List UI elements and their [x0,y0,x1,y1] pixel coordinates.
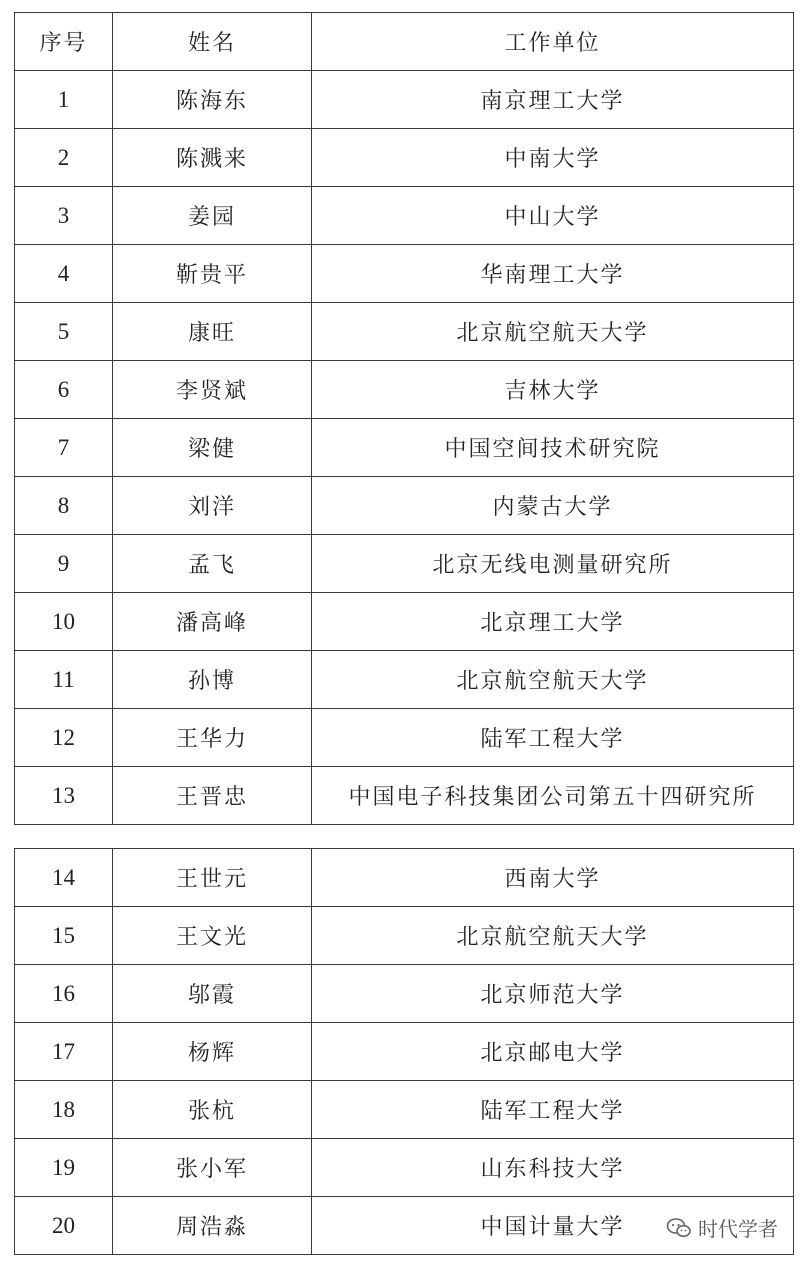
table-row [15,477,794,535]
cell-affiliation: 北京邮电大学 [312,1023,794,1081]
cell-name: 王晋忠 [113,767,312,825]
cell-index: 18 [15,1081,113,1139]
cell-index: 1 [15,71,113,129]
cell-affiliation: 内蒙古大学 [312,477,794,535]
cell-affiliation: 中国电子科技集团公司第五十四研究所 [312,767,794,825]
cell-affiliation: 陆军工程大学 [312,709,794,767]
cell-index: 2 [15,129,113,187]
cell-name: 陈溅来 [113,129,312,187]
cell-index: 16 [15,965,113,1023]
cell-index: 13 [15,767,113,825]
cell-index: 15 [15,907,113,965]
cell-name: 邬霞 [113,965,312,1023]
cell-index: 14 [15,849,113,907]
cell-name: 张杭 [113,1081,312,1139]
cell-index: 9 [15,535,113,593]
cell-name: 潘高峰 [113,593,312,651]
cell-name: 孙博 [113,651,312,709]
cell-name: 刘洋 [113,477,312,535]
cell-affiliation: 山东科技大学 [312,1139,794,1197]
table-row [15,767,794,825]
table-row [15,907,794,965]
cell-index: 5 [15,303,113,361]
roster-table-top [14,12,794,825]
cell-affiliation: 中山大学 [312,187,794,245]
table-row [15,849,794,907]
cell-name: 王世元 [113,849,312,907]
cell-affiliation: 北京航空航天大学 [312,651,794,709]
cell-index: 11 [15,651,113,709]
cell-affiliation: 北京无线电测量研究所 [312,535,794,593]
cell-affiliation: 北京航空航天大学 [312,907,794,965]
header-index: 序号 [15,13,113,71]
cell-name: 姜园 [113,187,312,245]
cell-index: 10 [15,593,113,651]
table-row [15,593,794,651]
watermark-text: 时代学者 [698,1217,778,1241]
cell-affiliation: 北京航空航天大学 [312,303,794,361]
table-row [15,129,794,187]
cell-affiliation: 中南大学 [312,129,794,187]
cell-name: 康旺 [113,303,312,361]
cell-name: 陈海东 [113,71,312,129]
cell-index: 12 [15,709,113,767]
cell-affiliation: 西南大学 [312,849,794,907]
cell-index: 19 [15,1139,113,1197]
cell-name: 李贤斌 [113,361,312,419]
table-row [15,419,794,477]
wechat-icon [666,1217,692,1239]
cell-name: 王华力 [113,709,312,767]
watermark [666,1213,778,1242]
cell-index: 17 [15,1023,113,1081]
cell-index: 20 [15,1197,113,1255]
table-row [15,1139,794,1197]
header-name: 姓名 [113,13,312,71]
cell-index: 3 [15,187,113,245]
table-row [15,709,794,767]
cell-name: 梁健 [113,419,312,477]
cell-affiliation: 南京理工大学 [312,71,794,129]
cell-name: 杨辉 [113,1023,312,1081]
cell-name: 王文光 [113,907,312,965]
table-header-row [15,13,794,71]
header-affiliation: 工作单位 [312,13,794,71]
cell-affiliation: 吉林大学 [312,361,794,419]
cell-index: 8 [15,477,113,535]
table-row [15,361,794,419]
cell-index: 7 [15,419,113,477]
cell-name: 周浩淼 [113,1197,312,1255]
table-row [15,71,794,129]
cell-affiliation: 中国计量大学 [312,1197,794,1255]
cell-affiliation: 华南理工大学 [312,245,794,303]
table-row [15,1081,794,1139]
table-row [15,965,794,1023]
cell-index: 6 [15,361,113,419]
cell-index: 4 [15,245,113,303]
table-row [15,303,794,361]
cell-name: 张小军 [113,1139,312,1197]
cell-affiliation: 北京理工大学 [312,593,794,651]
table-row [15,535,794,593]
table-row [15,187,794,245]
cell-affiliation: 中国空间技术研究院 [312,419,794,477]
cell-affiliation: 陆军工程大学 [312,1081,794,1139]
table-row [15,245,794,303]
cell-affiliation: 北京师范大学 [312,965,794,1023]
cell-name: 孟飞 [113,535,312,593]
cell-name: 靳贵平 [113,245,312,303]
table-row [15,651,794,709]
table-row [15,1023,794,1081]
roster-table-bottom [14,848,794,1255]
